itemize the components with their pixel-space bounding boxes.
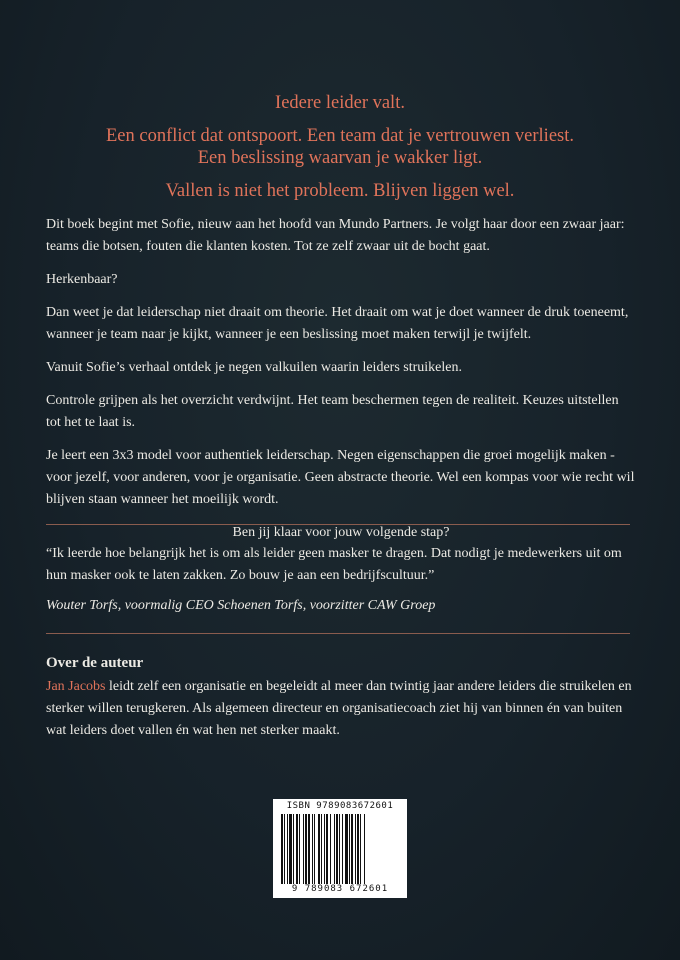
blurb-paragraph-1: Dit boek begint met Sofie, nieuw aan het hoofd van Mundo Partners. Je volgt haar door een zwaar jaar: teams die botsen, fouten die klanten kosten. Tot ze zelf zwaar uit de bocht gaat. <box>46 217 625 254</box>
divider-top <box>46 524 630 525</box>
tagline-line-1: Iedere leider valt. <box>275 93 405 113</box>
tagline-line-3: Een beslissing waarvan je wakker ligt. <box>197 148 483 168</box>
barcode-bars-icon <box>281 814 399 884</box>
author-heading: Over de auteur <box>46 655 144 671</box>
isbn-barcode <box>273 799 407 898</box>
tagline-line-2: Een conflict dat ontspoort. Een team dat je vertrouwen verliest. <box>106 126 574 146</box>
endorsement-quote <box>46 543 636 625</box>
quote-attribution: Wouter Torfs, voormalig CEO Schoenen Torfs, voorzitter CAW Groep <box>46 598 436 613</box>
blurb-paragraph-3: Dan weet je dat leiderschap niet draait om theorie. Het draait om wat je doet wanneer de druk toeneemt, wanneer je team naar je kijkt, wanneer je een beslissing moet maken terwijl je twijfelt. <box>46 305 629 342</box>
blurb-paragraph-5: Controle grijpen als het overzicht verdwijnt. Het team beschermen tegen de realiteit. Keuzes uitstellen tot het te laat is. <box>46 393 619 430</box>
tagline-line-4: Vallen is niet het probleem. Blijven liggen wel. <box>165 181 515 201</box>
divider-bottom <box>46 633 630 634</box>
tagline <box>40 92 640 202</box>
blurb-paragraph-6: Je leert een 3x3 model voor authentiek leiderschap. Negen eigenschappen die groei mogelijk maken - voor jezelf, voor anderen, voor je organisatie. Geen abstracte theorie. Wel een kompas voor wie recht wil blijven staan wanneer het moeilijk wordt. <box>46 448 635 507</box>
isbn-label: ISBN 9789083672601 <box>286 801 394 811</box>
blurb-paragraph-4: Vanuit Sofie’s verhaal ontdek je negen valkuilen waarin leiders struikelen. <box>46 360 462 375</box>
blurb <box>46 214 636 555</box>
isbn-digits: 9 789083 672601 <box>291 884 389 894</box>
author-name: Jan Jacobs <box>46 679 106 694</box>
author-bio-paragraph <box>46 676 636 742</box>
blurb-paragraph-2: Herkenbaar? <box>46 272 118 287</box>
about-author <box>46 652 636 742</box>
blurb-closing-question: Ben jij klaar voor jouw volgende stap? <box>232 525 450 540</box>
quote-text: “Ik leerde hoe belangrijk het is om als leider geen masker te dragen. Dat nodigt je medewerkers uit om hun masker ook te laten zakken. Zo bouw je aan een bedrijfscultuur.” <box>46 546 622 583</box>
author-bio: leidt zelf een organisatie en begeleidt al meer dan twintig jaar andere leiders die struikelen en sterker willen terugkeren. Als algemeen directeur en organisatiecoach ziet hij van binnen én van buiten wat leiders doet vallen én wat hen net sterker maakt. <box>46 679 632 738</box>
